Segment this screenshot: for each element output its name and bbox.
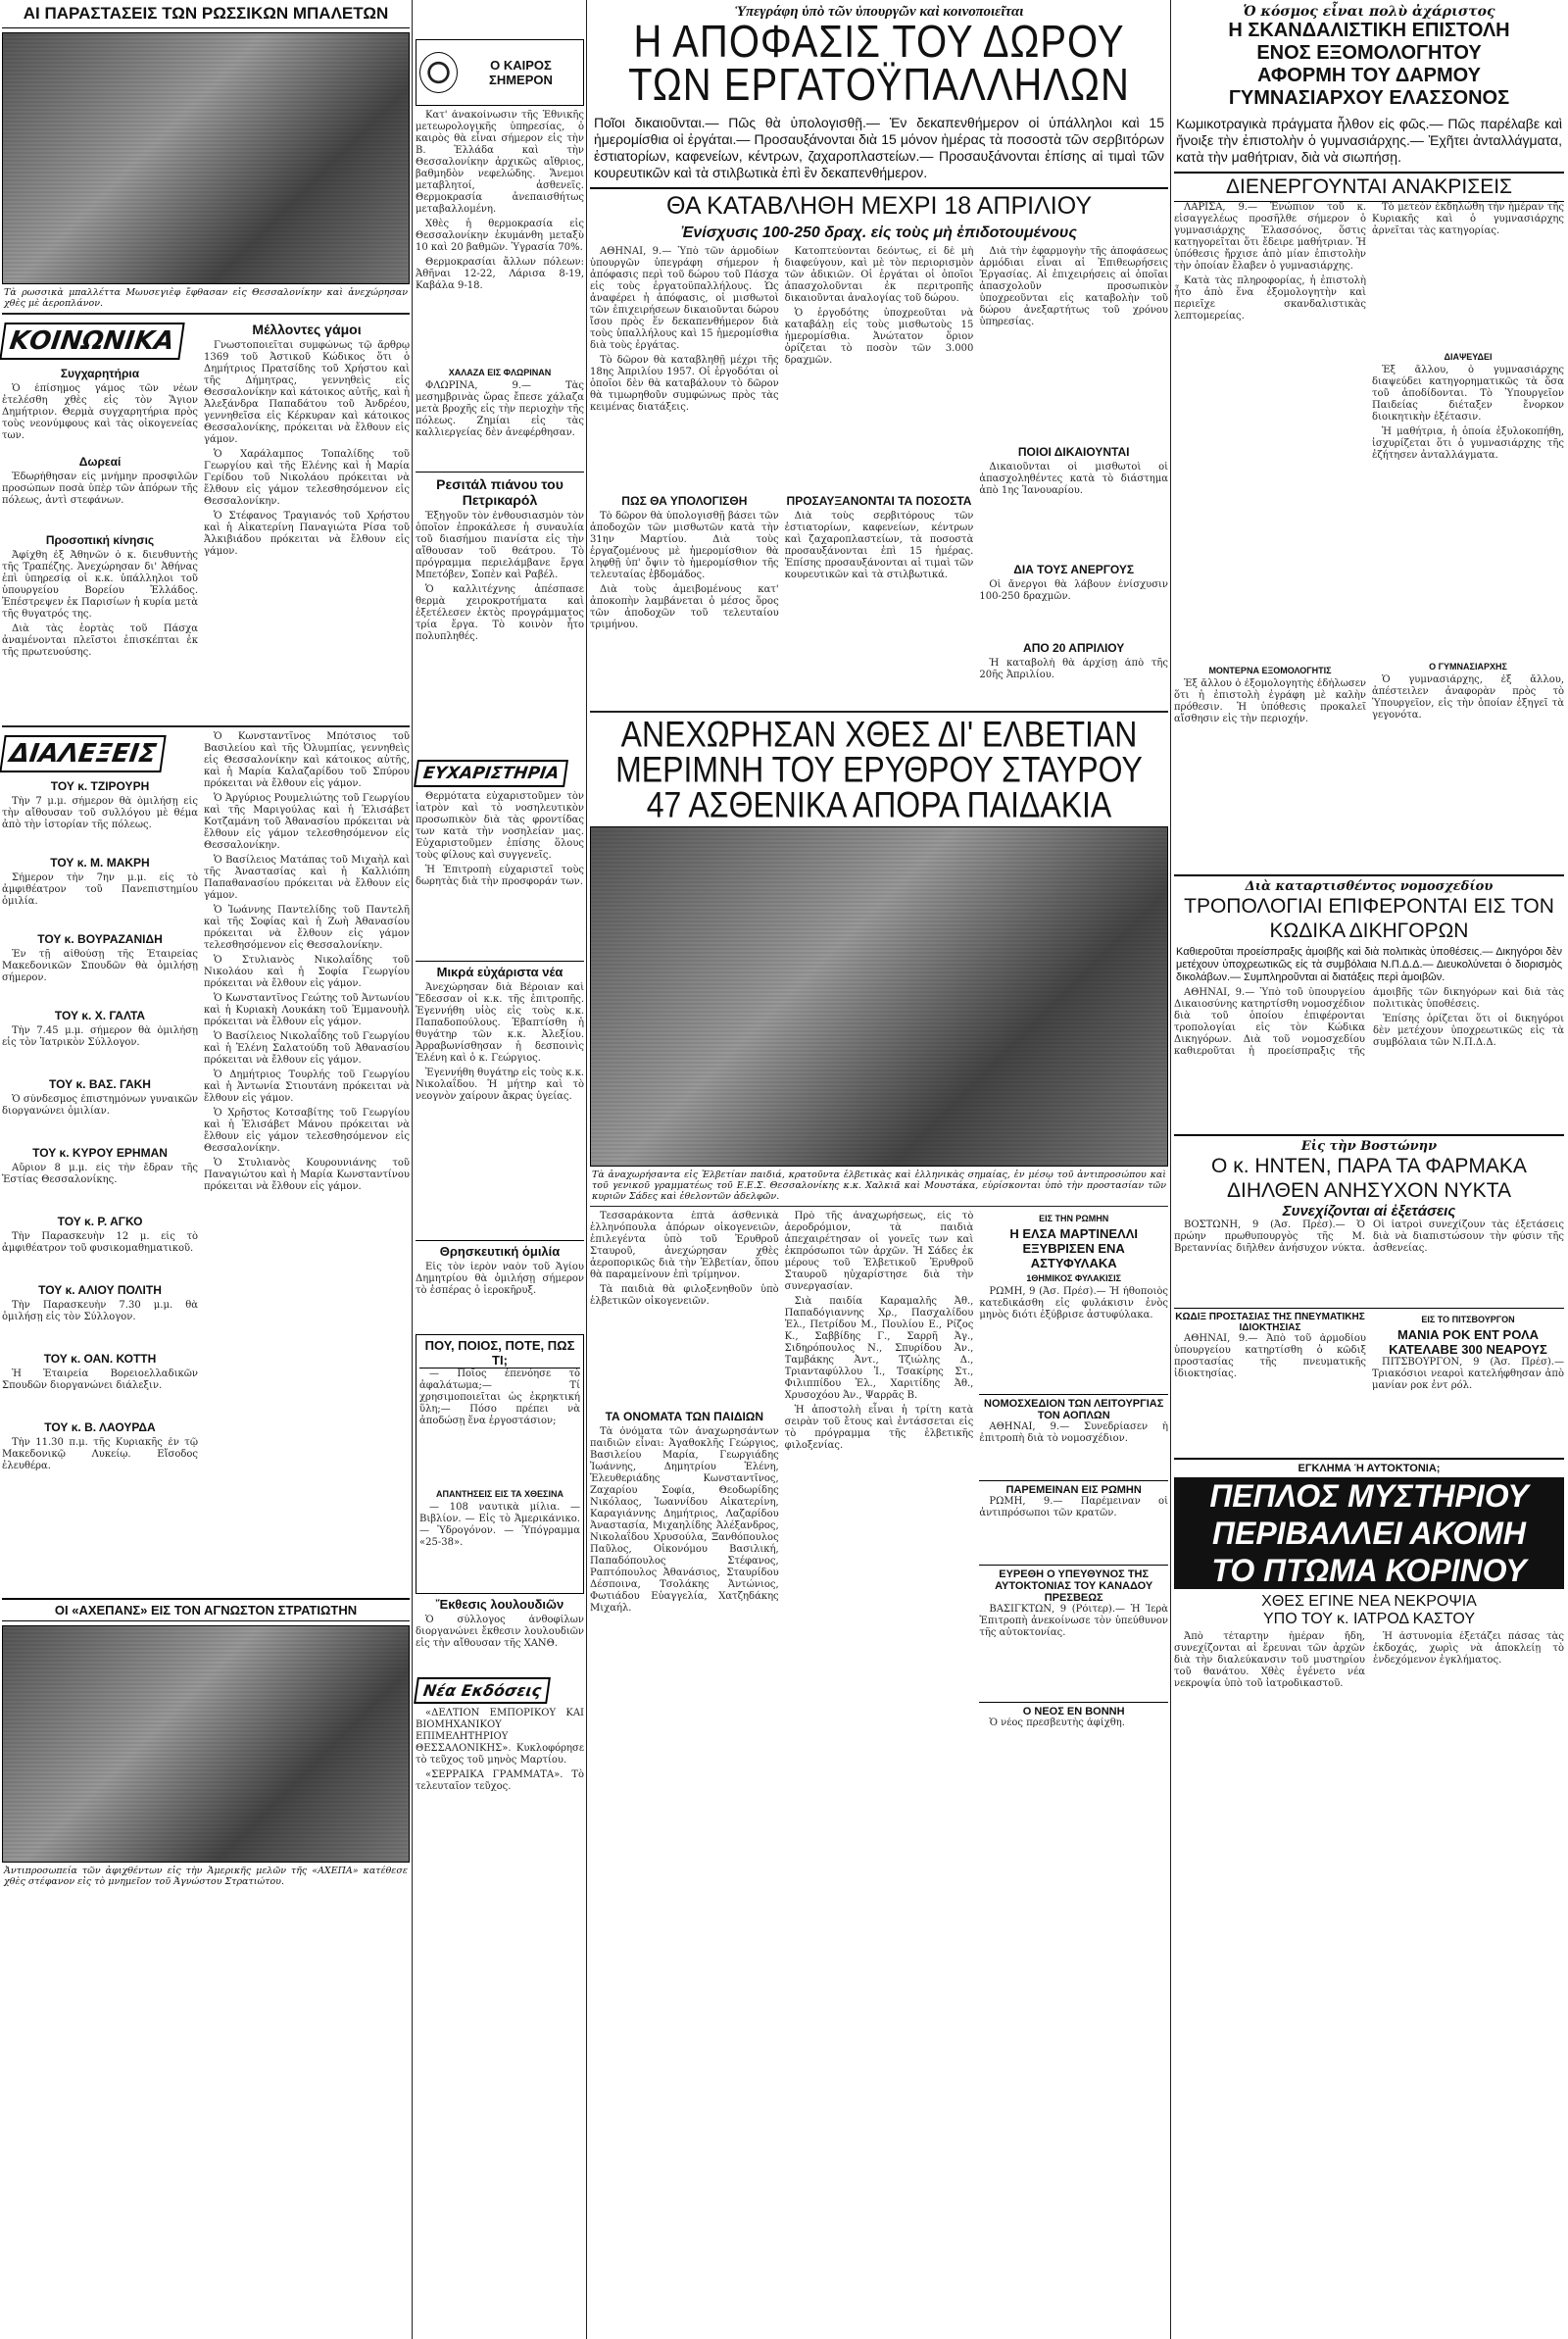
- ballet-photo: [2, 32, 410, 284]
- ballet-title: ΑΙ ΠΑΡΑΣΤΑΣΕΙΣ ΤΩΝ ΡΩΣΣΙΚΩΝ ΜΠΑΛΕΤΩΝ: [2, 0, 410, 28]
- body-text: Τὴν 11.30 π.μ. τῆς Κυριακῆς ἐν τῷ Μακεδονικῷ Λυκείῳ. Εἴσοδος ἐλευθέρα.: [2, 1437, 198, 1471]
- right-head-3: ΑΦΟΡΜΗ ΤΟΥ ΔΑΡΜΟΥ: [1256, 65, 1482, 86]
- right-column: [1174, 0, 1564, 2339]
- column-rule: [586, 0, 587, 2339]
- sub-item-denies: ΔΙΑΨΕΥΔΕΙ: [1444, 352, 1493, 362]
- body-text: Τὸ δῶρον θὰ ὑπολογισθῇ βάσει τῶν ἀποδοχῶν τῶν μισθωτῶν κατὰ τὴν 31ην Μαρτίου. Διὰ τοὺς ἐργαζομένους μὲ ἡμερομίσθιον θὰ ληφθῇ ὑπ' ὄψιν τὸ ἡμερομίσθιον τῆς τελευταίας ἑβδομάδος. Διὰ τοὺς ἀμειβομένους κατ' ἀποκοπὴν λαμβάνεται ὁ μέσος ὅρος τῶν ἀποδοχῶν τοῦ τελευταίου τριμήνου.: [590, 511, 779, 630]
- bar-head: ΤΡΟΠΟΛΟΓΙΑΙ ΕΠΙΦΕΡΟΝΤΑΙ ΕΙΣ ΤΟΝ ΚΩΔΙΚΑ ΔΙΚΗΓΟΡΩΝ: [1184, 895, 1554, 942]
- body-text: Ὁ γυμνασιάρχης, ἐξ ἄλλου, ἀπέστειλεν ἀναφορὰν πρὸς τὸ Ὑπουργεῖον, εἰς τὴν ὁποίαν ἐξηγεῖ τὰ γεγονότα.: [1372, 674, 1564, 721]
- center-column: [590, 0, 1168, 2339]
- body-text: ΒΑΣΙΓΚΤΩΝ, 9 (Ρόιτερ).— Ἡ Ἱερὰ Ἐπιτροπὴ ἀνεκοίνωσε τὸν ὑπεύθυνον τῆς αὐτοκτονίας.: [979, 1604, 1169, 1638]
- right-head-1: Η ΣΚΑΝΔΑΛΙΣΤΙΚΗ ΕΠΙΣΤΟΛΗ: [1228, 20, 1510, 41]
- divider: [2, 725, 410, 727]
- lecture-6: ΤΟΥ κ. ΚΥΡΟΥ ΕΡΗΜΑΝ: [32, 1146, 168, 1160]
- lecture-3: ΤΟΥ κ. ΒΟΥΡΑΖΑΝΙΔΗ: [37, 932, 163, 946]
- exhibit-head: Ἔκθεσις λουλουδιῶν: [435, 1597, 564, 1612]
- ballet-caption: Τὰ ρωσσικὰ μπαλλέττα Μωυσεγιὲφ ἔφθασαν εἰς Θεσσαλονίκην καὶ ἀνεχώρησαν χθὲς μὲ ἀεροπλάνον.: [4, 287, 408, 309]
- lectures-head: ΔΙΑΛΕΞΕΙΣ: [0, 735, 167, 772]
- main-lede: Ποῖοι δικαιοῦνται.— Πῶς θὰ ὑπολογισθῇ.— Ἐν δεκαπενθήμερον οἱ ὑπάλληλοι καὶ 15 ἡμερομίσθια οἱ ἐργάται.— Προσαυξάνονται διὰ 15 μόνον ἡμέρας τὰ ποσοστὰ τῶν σερβιτόρων ἑστιατορίων, καφενείων, κέντρων, ζαχαροπλαστείων.— Προσαυξάνονται ἐπίσης αἱ τιμαὶ τῶν κουρευτικῶν καὶ τὰ στιλβωτικὰ ἐπὶ ἓν δεκαπενθήμερον.: [594, 115, 1164, 180]
- body-text: Τεσσαράκοντα ἑπτὰ ἀσθενικὰ ἑλληνόπουλα ἀπόρων οἰκογενειῶν, ἐπιλεγέντα ὑπὸ τοῦ Ἐρυθροῦ Σταυροῦ, ἀνεχώρησαν χθὲς ἀεροπορικῶς διὰ τὴν Ἑλβετίαν, ὅπου θὰ παραμείνουν ἐπὶ τρίμηνον. Τὰ παιδιὰ θὰ φιλοξενηθοῦν ὑπὸ ἑλβετικῶν οἰκογενειῶν.: [590, 1211, 779, 1307]
- swiss-head-1: ΑΝΕΧΩΡΗΣΑΝ ΧΘΕΣ ΔΙ' ΕΛΒΕΤΙΑΝ: [620, 714, 1138, 755]
- left-column: [2, 0, 410, 2339]
- body-text: Γνωστοποιεῖται συμφώνως τῷ ἄρθρῳ 1369 τοῦ Ἀστικοῦ Κώδικος ὅτι ὁ Δημήτριος Πρατσίδης τοῦ Χρήστου καὶ τῆς Δήμητρας, γεννηθεὶς εἰς Θεσσαλονίκην καὶ κάτοικος αὐτῆς, καὶ ἡ Ἀλεξάνδρα Παπαδάτου τοῦ Ἀνδρέου, γεννηθεῖσα εἰς Κέρκυραν καὶ κάτοικος Θεσσαλονίκης, πρόκειται νὰ ἔλθουν εἰς γάμον. Ὁ Χαράλαμπος Τοπαλίδης τοῦ Γεωργίου καὶ τῆς Ελένης καὶ ἡ Μαρία Γερίδου τοῦ Νικολάου πρόκειται νὰ ἔλθουν εἰς γάμον τελεσθησόμενον εἰς Θεσσαλονίκην. Ὁ Στέφανος Τραγιανός τοῦ Χρήστου καὶ ἡ Αἰκατερίνη Παναγιώτα Ρίσα τοῦ Ἀλκιβιάδου πρόκειται νὰ ἔλθουν εἰς γάμον.: [204, 340, 410, 557]
- body-text: Ἐδωρήθησαν εἰς μνήμην προσφιλῶν προσώπων ποσὰ ὑπὲρ τῶν ἀπόρων τῆς πόλεως, ἀντὶ στεφάνων.: [2, 472, 198, 506]
- pitts-kicker: ΕΙΣ ΤΟ ΠΙΤΣΒΟΥΡΓΟΝ: [1421, 1315, 1515, 1324]
- ip-head: ΚΩΔΙΞ ΠΡΟΣΤΑΣΙΑΣ ΤΗΣ ΠΝΕΥΜΑΤΙΚΗΣ ΙΔΙΟΚΤΗΣΙΑΣ: [1175, 1312, 1365, 1333]
- body-text: Αὔριον 8 μ.μ. εἰς τὴν ἔδραν τῆς Ἑστίας Θεσσαλονίκης.: [2, 1163, 198, 1185]
- body-text: Ἀπὸ τέταρτην ἡμέραν ἤδη, συνεχίζονται αἱ ἔρευναι τῶν ἀρχῶν διὰ τὴν διαλεύκανσιν τοῦ μυστηρίου τοῦ θανάτου. Χθὲς ἐγένετο νέα νεκροψία ὑπὸ τοῦ ἰατροδικαστοῦ. Ἡ ἀστυνομία ἐξετάζει πάσας τὰς ἐκδοχάς, χωρὶς νὰ ἀποκλείῃ τὸ ἐνδεχόμενον ἐγκλήματος.: [1174, 1631, 1564, 1689]
- body-text: Σήμερον τὴν 7ην μ.μ. εἰς τὸ ἀμφιθέατρον τοῦ Πανεπιστημίου ὁμιλία.: [2, 872, 198, 907]
- soldier-caption: Ἀντιπροσωπεία τῶν ἀφιχθέντων εἰς τὴν Ἀμερικῆς μελῶν τῆς «ΑΧΕΠΑ» κατέθεσε χθὲς στέφανον εἰς τὸ μνημεῖον τοῦ Ἀγνώστου Στρατιώτου.: [4, 1866, 408, 1887]
- body-text: ΑΘΗΝΑΙ, 9.— Συνεδρίασεν ἡ ἐπιτροπὴ διὰ τὸ νομοσχέδιον.: [979, 1421, 1169, 1444]
- body-text: Τὴν 7 μ.μ. σήμερον θὰ ὁμιλήσῃ εἰς τὴν αἴθουσαν τοῦ συλλόγου μὲ θέμα ἀπὸ τὴν ἱστορίαν τῆς πόλεως.: [2, 796, 198, 830]
- lecture-5: ΤΟΥ κ. ΒΑΣ. ΓΑΚΗ: [49, 1077, 151, 1091]
- bar-lede: Καθιεροῦται προείσπραξις ἀμοιβῆς καὶ διὰ πολιτικὰς ὑποθέσεις.— Δικηγόροι δὲν μετέχουν ὑποχρεωτικῶς εἰς τὰ συμβόλαια Ν.Π.Δ.Δ.— Διευκολύνεται ὁ διορισμὸς δικολάβων.— Συμπληροῦνται αἱ διατάξεις περὶ ἀμοιβῶν.: [1176, 946, 1562, 983]
- body-text: Ὁ Κωνσταντῖνος Μπότσιος τοῦ Βασιλείου καὶ τῆς Ὀλυμπίας, γεννηθεὶς εἰς Θεσσαλονίκην καὶ κάτοικος αὐτῆς, καὶ ἡ Μαρία Καλαζαρίδου τοῦ Σπύρου πρόκειται νὰ ἔλθουν εἰς γάμον. Ὁ Ἀργύριος Ρουμελιώτης τοῦ Γεωργίου καὶ τῆς Μαριγούλας καὶ ἡ Ἐλισάβετ Κοτζαμάνη τοῦ Ἀθανασίου πρόκειται νὰ ἔλθουν εἰς γάμον τελεσθησόμενον εἰς Θεσσαλονίκην. Ὁ Βασίλειος Ματάπας τοῦ Μιχαὴλ καὶ τῆς Ἀναστασίας καὶ ἡ Καλλιόπη Παπαθανασίου πρόκειται νὰ ἔλθουν εἰς γάμον. Ὁ Ἰωάννης Παντελίδης τοῦ Παντελῆ καὶ τῆς Σοφίας καὶ ἡ Ζωὴ Ἀθανασίου πρόκειται νὰ ἔλθουν εἰς γάμον τελεσθησόμενον εἰς Θεσσαλονίκην. Ὁ Στυλιανὸς Νικολαΐδης τοῦ Νικολάου καὶ ἡ Σοφία Γεωργίου πρόκειται νὰ ἔλθουν εἰς γάμον. Ὁ Κωνσταντῖνος Γεώτης τοῦ Ἀντωνίου καὶ ἡ Κυριακὴ Λουκάκη τοῦ Ἐμμανουὴλ πρόκειται νὰ ἔλθουν εἰς γάμον. Ὁ Βασίλειος Νικολαΐδης τοῦ Γεωργίου καὶ ἡ Ἑλένη Σαλατούδη τοῦ Ἀθανασίου πρόκειται νὰ ἔλθουν εἰς γάμον. Ὁ Δημήτριος Τουρλής τοῦ Γεωργίου καὶ ἡ Ἀντωνία Στιουτάνη πρόκειται νὰ ἔλθουν εἰς γάμον. Ὁ Χρῆστος Κοτσαβίτης τοῦ Γεωργίου καὶ ἡ Ἐλισάβετ Μάνου πρόκειται νὰ ἔλθουν εἰς γάμον τελεσθησόμενον εἰς Θεσσαλονίκην. Ὁ Στυλιανὸς Κουρουνιάνης τοῦ Παναγιώτου καὶ ἡ Μαρία Κωνσταντίνου πρόκειται νὰ ἔλθουν εἰς γάμον.: [204, 731, 410, 1192]
- boston-head: Ο κ. ΗΝΤΕΝ, ΠΑΡΑ ΤΑ ΦΑΡΜΑΚΑ ΔΙΗΛΘΕΝ ΑΝΗΣΥΧΟΝ ΝΥΚΤΑ: [1211, 1155, 1527, 1202]
- pitts-head: ΜΑΝΙΑ ΡΟΚ ΕΝΤ ΡΟΛΑ ΚΑΤΕΛΑΒΕ 300 ΝΕΑΡΟΥΣ: [1389, 1327, 1547, 1357]
- bar-kicker: Διὰ καταρτισθέντος νομοσχεδίου: [1174, 874, 1564, 894]
- names-head: ΤΑ ΟΝΟΜΑΤΑ ΤΩΝ ΠΑΙΔΙΩΝ: [605, 1410, 764, 1423]
- body-text: Τὰ ὀνόματα τῶν ἀναχωρησάντων παιδιῶν εἶναι: Ἀγαθοκλῆς Γεώργιος, Βασιλείου Μαρία, Γεωργιάδης Ἰωάννης, Δημητρίου Ἑλένη, Ἐλευθεριάδης Κωνσταντῖνος, Ζαχαρίου Σοφία, Θεοδωρίδης Νικόλαος, Ἰωαννίδου Αἰκατερίνη, Καραγιάννης Δημήτριος, Λαζαρίδου Ἀναστασία, Μιχαηλίδης Ἀλέξανδρος, Νικολαΐδου Χρυσούλα, Ξανθόπουλος Παῦλος, Οἰκονόμου Βασιλική, Παπαδόπουλος Στέφανος, Ραπτόπουλος Ἀθανάσιος, Σταυρίδου Δέσποινα, Τσολάκης Ἀντώνιος, Φωτιάδου Εὐαγγελία, Χατζηδάκης Μιχαήλ.: [590, 1426, 779, 1614]
- thanks-head: ΕΥΧΑΡΙΣΤΗΡΙΑ: [414, 760, 568, 787]
- sub-item-modern: ΜΟΝΤΕΡΝΑ ΕΞΟΜΟΛΟΓΗΤΙΣ: [1208, 666, 1332, 675]
- body-text: Ἡ Ἑταιρεία Βορειοελλαδικῶν Σπουδῶν διοργανώνει διάλεξιν.: [2, 1369, 198, 1391]
- swiss-caption: Τὰ ἀναχωρήσαντα εἰς Ἑλβετίαν παιδιά, κρατοῦντα ἑλβετικὰς καὶ ἑλληνικὰς σημαίας, ἐν μέσῳ τοῦ ἀντιπροσώπου καὶ τοῦ γενικοῦ γραμματέως τοῦ Ε.Ε.Σ. Θεσσαλονίκης κ.κ. Χαλκιᾶ καὶ Μουστάκα, εὑρίσκονται ὑπὸ τὴν προστασίαν τῶν κυριῶν Σάδες καὶ ἐθελοντῶν ἀδελφῶν.: [592, 1170, 1166, 1202]
- lecture-7: ΤΟΥ κ. Ρ. ΑΓΚΟ: [57, 1215, 143, 1228]
- lecture-9: ΤΟΥ κ. ΟΑΝ. ΚΟΤΤΗ: [43, 1352, 157, 1366]
- right-lede: Κωμικοτραγικὰ πράγματα ἦλθον εἰς φῶς.— Πῶς παρέλαβε καὶ ἤνοιξε τὴν ἐπιστολὴν ὁ γυμνασιάρχης.— Ἐχῆτει ἀνταλλάγματα, κατὰ τὴν μαθήτριαν, διὰ νὰ σιωπήσῃ.: [1176, 116, 1562, 165]
- body-text: ΡΩΜΗ, 9.— Παρέμειναν οἱ ἀντιπρόσωποι τῶν κρατῶν.: [979, 1496, 1169, 1518]
- boston-sub: Συνεχίζονται αἱ ἐξετάσεις: [1282, 1203, 1456, 1219]
- right-kicker: Ὁ κόσμος εἶναι πολὺ ἀχάριστος: [1243, 4, 1495, 20]
- lecture-1: ΤΟΥ κ. ΤΖΙΡΟΥΡΗ: [50, 779, 150, 793]
- body-text: Ἐν τῇ αἰθούσῃ τῆς Ἑταιρείας Μακεδονικῶν Σπουδῶν θὰ ὁμιλήσῃ σήμερον.: [2, 949, 198, 983]
- hail-head: ΧΑΛΑΖΑ ΕΙΣ ΦΛΩΡΙΝΑΝ: [448, 368, 552, 377]
- bill-head: ΝΟΜΟΣΧΕΔΙΟΝ ΤΩΝ ΛΕΙΤΟΥΡΓΙΑΣ ΤΟΝ ΑΟΠΛΩΝ: [979, 1394, 1168, 1421]
- body-text: «ΔΕΛΤΙΟΝ ΕΜΠΟΡΙΚΟΥ ΚΑΙ ΒΙΟΜΗΧΑΝΙΚΟΥ ΕΠΙΜΕΛΗΤΗΡΙΟΥ ΘΕΣΣΑΛΟΝΙΚΗΣ». Κυκλοφόρησε τὸ τεῦχος τοῦ μηνὸς Μαρτίου. «ΣΕΡΡΑΙΚΑ ΓΡΑΜΜΑΤΑ». Τὸ τελευταῖον τεῦχος.: [416, 1708, 584, 1792]
- sermon-head: Θρησκευτική ὁμιλία: [416, 1240, 584, 1259]
- body-text: Ὁ σύνδεσμος ἐπιστημόνων γυναικῶν διοργανώνει ὁμιλίαν.: [2, 1094, 198, 1117]
- lecture-8: ΤΟΥ κ. ΑΛΙΟΥ ΠΟΛΙΤΗ: [38, 1283, 162, 1297]
- body-text: Ὁ νέος πρεσβευτὴς ἀφίχθη.: [989, 1717, 1125, 1728]
- swiss-children-photo: [590, 826, 1168, 1167]
- rome1-sub: 1ΘΗΜΙΚΟΣ ΦΥΛΑΚΙΣΙΣ: [1026, 1273, 1121, 1283]
- deadline-head: ΘΑ ΚΑΤΑΒΛΗΘΗ ΜΕΧΡΙ 18 ΑΠΡΙΛΙΟΥ: [590, 187, 1168, 221]
- sub-item-principal: Ο ΓΥΜΝΑΣΙΑΡΧΗΣ: [1429, 662, 1507, 672]
- body-text: Τὸ μετεὸν ἐκδηλώθη τὴν ἡμέραν τῆς Κυριακῆς καὶ ὁ γυμνασιάρχης ἀρνεῖται τὰς κατηγορίας.: [1372, 202, 1564, 236]
- body-text: Δικαιοῦνται οἱ μισθωτοὶ οἱ ἀπασχοληθέντες κατὰ τὸ διάστημα ἀπὸ 1ης Ἰανουαρίου.: [979, 462, 1169, 496]
- body-text: Διὰ τοὺς σερβιτόρους τῶν ἑστιατορίων, καφενείων, κέντρων καὶ ζαχαροπλαστείων, τὰ ποσοστὰ προσαυξάνονται ἐπὶ 15 ἡμέρας. Ἐπίσης προσαυξάνονται αἱ τιμαὶ τῶν κουρευτικῶν καὶ τὰ στιλβωτικά.: [784, 511, 974, 580]
- crime-sub-1: ΧΘΕΣ ΕΓΙΝΕ ΝΕΑ ΝΕΚΡΟΨΙΑ: [1261, 1593, 1477, 1610]
- subhead-rates: ΠΡΟΣΑΥΞΑΝΟΝΤΑΙ ΤΑ ΠΟΣΟΣΤΑ: [786, 494, 972, 508]
- lecture-2: ΤΟΥ κ. Μ. ΜΑΚΡΗ: [50, 856, 150, 870]
- body-text: — Ποῖος ἐπενόησε τὸ ἀφαλάτωμα;— Τί χρησιμοποιεῖται ὡς ἐκρηκτική ὕλη;— Πόσο πρέπει νὰ ἀποδώσῃ ἕνα ἐργοστάσιον;: [419, 1369, 580, 1426]
- divider: [590, 1206, 1168, 1207]
- center-kicker: Ὑπεγράφη ὑπὸ τῶν ὑπουργῶν καὶ κοινοποιεῖται: [734, 4, 1024, 20]
- middle-column: [416, 0, 584, 2339]
- crime-sub-2: ΥΠΟ ΤΟΥ κ. ΙΑΤΡΟΔ ΚΑΣΤΟΥ: [1262, 1611, 1475, 1627]
- body-text: Τὴν 7.45 μ.μ. σήμερον θὰ ὁμιλήσῃ εἰς τὸν Ἰατρικὸν Σύλλογον.: [2, 1025, 198, 1048]
- body-text: Ἐξ ἄλλου ὁ ἐξομολογητὴς ἐδήλωσεν ὅτι ἡ ἐπιστολὴ ἐγράφη μὲ καλὴν πρόθεσιν. Ἡ ὑπόθεσις προκαλεῖ αἴσθησιν εἰς τὴν περιοχήν.: [1174, 678, 1366, 724]
- crime-head-1: ΠΕΠΛΟΣ ΜΥΣΤΗΡΙΟΥ: [1174, 1477, 1564, 1515]
- recital-head: Ρεσιτάλ πιάνου του Πετρικαρόλ: [416, 472, 584, 508]
- right-head-2: ΕΝΟΣ ΕΞΟΜΟΛΟΓΗΤΟΥ: [1256, 42, 1482, 64]
- swiss-head-3: 47 ΑΣΘΕΝΙΚΑ ΑΠΟΡΑ ΠΑΙΔΑΚΙΑ: [646, 784, 1112, 825]
- body-text: ΠΙΤΣΒΟΥΡΓΟΝ, 9 (Ἀσ. Πρέσ).— Τριακόσιοι νεαροὶ κατελήφθησαν ἀπὸ μανίαν ροκ ἐντ ρόλ.: [1372, 1357, 1564, 1391]
- body-text: Ἀφίχθη ἐξ Ἀθηνῶν ὁ κ. διευθυντὴς τῆς Τραπέζης. Ἀνεχώρησαν δι' Ἀθήνας ἐπὶ ὑπηρεσίᾳ οἱ κ.κ. ὑπάλληλοι τοῦ ὑπουργείου Βορείου Ἑλλάδος. Ἐπέστρεψεν ἐκ Παρισίων ἡ κυρία μετὰ τῆς θυγατρός της. Διὰ τὰς ἑορτὰς τοῦ Πάσχα ἀναμένονται πλεῖστοι ἐπισκέπται ἐκ τῆς πρωτευούσης.: [2, 550, 198, 658]
- body-text: Διὰ τὴν ἐφαρμογὴν τῆς ἀποφάσεως ἁρμόδιαι εἶναι αἱ Ἐπιθεωρήσεις Ἐργασίας. Αἱ ἐπιχειρήσεις αἱ ὁποῖαι ἀπασχολοῦν προσωπικὸν ὑποχρεοῦνται εἰς καταβολὴν τοῦ δώρου ἀνεξαρτήτως τοῦ χρόνου ὑπηρεσίας.: [979, 246, 1169, 327]
- body-text: Οἱ ἄνεργοι θὰ λάβουν ἐνίσχυσιν 100-250 δραχμῶν.: [979, 579, 1169, 602]
- subhead-calc: ΠΩΣ ΘΑ ΥΠΟΛΟΓΙΣΘΗ: [621, 494, 748, 508]
- crime-kicker: ΕΓΚΛΗΜΑ Ή ΑΥΤΟΚΤΟΝΙΑ;: [1174, 1458, 1564, 1474]
- body-text: ΒΟΣΤΩΝΗ, 9 (Ἀσ. Πρέσ).— Ὁ πρώην πρωθυπουργὸς τῆς Μ. Βρεταννίας διῆλθεν ἀνήσυχον νύκτα. Οἱ ἰατροὶ συνεχίζουν τὰς ἐξετάσεις διὰ νὰ διαπιστώσουν τὴν φύσιν τῆς ἀσθενείας.: [1174, 1219, 1564, 1254]
- who-answers: ΑΠΑΝΤΗΣΕΙΣ ΕΙΣ ΤΑ ΧΘΕΣΙΝΑ: [436, 1489, 564, 1499]
- body-text: — 108 ναυτικὰ μίλια. — Βιβλίον. — Εἰς τὸ Ἀμερικάνικο. — Ὑδρογόνον. — Ὑπόγραμμα «25-38».: [419, 1502, 580, 1548]
- divider: [2, 313, 410, 315]
- rome2-head: ΠΑΡΕΜΕΙΝΑΝ ΕΙΣ ΡΩΜΗΝ: [979, 1480, 1168, 1496]
- weather-head: Ο ΚΑΙΡΟΣ ΣΗΜΕΡΟΝ: [489, 58, 553, 87]
- right-head-4: ΓΥΜΝΑΣΙΑΡΧΟΥ ΕΛΑΣΣΟΝΟΣ: [1228, 87, 1510, 109]
- body-text: Εἰς τὸν ἱερὸν ναὸν τοῦ Ἁγίου Δημητρίου θὰ ὁμιλήσῃ σήμερον τὸ ἑσπέρας ὁ ἱεροκῆρυξ.: [416, 1262, 584, 1296]
- body-text: Τὴν Παρασκευὴν 7.30 μ.μ. θὰ ὁμιλήσῃ εἰς τὸν Σύλλογον.: [2, 1300, 198, 1322]
- weather-box: [416, 39, 584, 106]
- upcoming-head: Μέλλοντες γάμοι: [252, 322, 362, 337]
- divider: [590, 711, 1168, 713]
- inquiry-head: ΔΙΕΝΕΡΓΟΥΝΤΑΙ ΑΝΑΚΡΙΣΕΙΣ: [1174, 172, 1564, 202]
- crime-head-2: ΠΕΡΙΒΑΛΛΕΙ ΑΚΟΜΗ: [1174, 1515, 1564, 1552]
- editions-head: Νέα Εκδόσεις: [414, 1677, 551, 1704]
- body-text: Θερμότατα εὐχαριστοῦμεν τὸν ἰατρὸν καὶ τὸ νοσηλευτικὸν προσωπικὸν διὰ τὰς φροντίδας των κατὰ τὴν νοσηλείαν μας. Εὐχαριστοῦμεν ἐπίσης ὅλους τοὺς φίλους καὶ συγγενεῖς. Ἡ Ἐπιτροπὴ εὐχαριστεῖ τοὺς δωρητὰς διὰ τὴν προσφοράν των.: [416, 791, 584, 887]
- body-text: Πρὸ τῆς ἀναχωρήσεως, εἰς τὸ ἀεροδρόμιον, τὰ παιδιὰ ἀπεχαιρέτησαν οἱ γονεῖς των καὶ ἐκπρόσωποι τῶν ἀρχῶν. Ἡ Σάδες ἐκ μέρους τοῦ Ἑλβετικοῦ Ἐρυθροῦ Σταυροῦ ηὐχαρίστησε διὰ τὴν συνεργασίαν. Σιὰ παιδία Καραμαλῆς Ἀθ., Παπαδόγιαννης Χρ., Πασχαλίδου Ἑλ., Πετρίδου Μ., Πουλίου Ε., Ρίζος Κ., Σαββίδης Γ., Σαρρῆ Ἀγ., Σιδηρόπουλος Ν., Σπυρίδου Ἀν., Ταμβάκης Ἀντ., Τζιώλης Δ., Τριανταφύλλου Ἰ., Τσακίρης Στ., Φιλιππίδου Ἑλ., Χαριτίδης Ἀθ., Χρυσοχόου Ἀν., Ψαρρᾶς Β. Ἡ ἀποστολὴ εἶναι ἡ τρίτη κατὰ σειρὰν τοῦ ἔτους καὶ ἐντάσσεται εἰς τὸ πρόγραμμα τῆς ἑλβετικῆς φιλοξενίας.: [784, 1211, 974, 1451]
- found-head: ΕΥΡΕΘΗ Ο ΥΠΕΥΘΥΝΟΣ ΤΗΣ ΑΥΤΟΚΤΟΝΙΑΣ ΤΟΥ ΚΑΝΑΔΟΥ ΠΡΕΣΒΕΩΣ: [979, 1565, 1168, 1604]
- body-text: Ἐξηγοῦν τὸν ἐνθουσιασμὸν τὸν ὁποῖον ἐπροκάλεσε ἡ συναυλία τοῦ διασήμου πιανίστα εἰς τὴν αἴθουσαν τοῦ θεάτρου. Τὸ πρόγραμμα περιελάμβανε ἔργα Μπετόβεν, Σοπὲν καὶ Ραβέλ. Ὁ καλλιτέχνης ἀπέσπασε θερμὰ χειροκροτήματα καὶ ἐξετέλεσεν ἐκτὸς προγράμματος τρία ἔργα. Τὸ κοινὸν ἦτο πολυπληθές.: [416, 511, 584, 642]
- body-text: ΡΩΜΗ, 9 (Ἀσ. Πρέσ).— Ἡ ἠθοποιὸς κατεδικάσθη εἰς φυλάκισιν ἑνὸς μηνὸς διότι ἐξύβρισε ἀστυφύλακα.: [979, 1286, 1169, 1320]
- body-text: Ἡ καταβολὴ θὰ ἀρχίσῃ ἀπὸ τῆς 20ῆς Ἀπριλίου.: [979, 658, 1169, 680]
- who-box: [416, 1334, 584, 1594]
- body-text: Κατ' ἀνακοίνωσιν τῆς Ἐθνικῆς μετεωρολογικῆς ὑπηρεσίας, ὁ καιρὸς θὰ εἶναι σήμερον εἰς τὴν Β. Ἑλλάδα καὶ τὴν Θεσσαλονίκην ἀρχικῶς αἴθριος, βαθμηδὸν νεφελώδης. Ἄνεμοι μεταβλητοί, ἀσθενεῖς. Θερμοκρασία ἀνεπαισθήτως μεταβαλλομένη. Χθὲς ἡ θερμοκρασία εἰς Θεσσαλονίκην ἐκυμάνθη μεταξὺ 10 καὶ 20 βαθμῶν. Ὑγρασία 70%. Θερμοκρασίαι ἄλλων πόλεων: Ἀθῆναι 12-22, Λάρισα 8-19, Καβάλα 9-18.: [416, 110, 584, 291]
- body-text: ΦΛΩΡΙΝΑ, 9.— Τὰς μεσημβρινὰς ὥρας ἔπεσε χάλαζα μετὰ βροχῆς εἰς τὴν περιοχὴν τῆς πόλεως. Ζημίαι εἰς τὰς καλλιεργείας δὲν ἀνεφέρθησαν.: [416, 380, 584, 438]
- soldier-title: ΟΙ «ΑΧΕΠΑΝΣ» ΕΙΣ ΤΟΝ ΑΓΝΩΣΤΟΝ ΣΤΡΑΤΙΩΤΗΝ: [2, 1598, 410, 1621]
- body-text: Ἀνεχώρησαν διὰ Βέροιαν καὶ Ἔδεσσαν οἱ κ.κ. τῆς ἐπιτροπῆς. Ἐγεννήθη υἱὸς εἰς τοὺς κ.κ. Παπαδοπούλους. Ἐβαπτίσθη ἡ θυγάτηρ τῶν κ.κ. Ἀλεξίου. Ἀρραβωνίσθησαν ἡ δεσποινὶς Ἑλένη καὶ ὁ κ. Γεώργιος. Ἐγεννήθη θυγάτηρ εἰς τοὺς κ.κ. Νικολαΐδου. Ἡ μήτηρ καὶ τὸ νεογνὸν χαίρουν ἄκρας ὑγείας.: [416, 982, 584, 1102]
- soldier-photo: [2, 1625, 410, 1863]
- weather-icon: [419, 52, 458, 93]
- subhead-eligible: ΠΟΙΟΙ ΔΙΚΑΙΟΥΝΤΑΙ: [1017, 445, 1130, 459]
- body-text: ΛΑΡΙΣΑ, 9.— Ἐνώπιον τοῦ κ. εἰσαγγελέως προσῆλθε σήμερον ὁ γυμνασιάρχης Ἐλασσόνος, ὅστις κατηγορεῖται ὅτι ἔδειρε μαθήτριαν. Ἡ ὑπόθεσις ἤρχισε ἀπὸ μίαν ἐπιστολὴν τὴν ὁποίαν ἔλαβεν ὁ γυμνασιάρχης. Κατὰ τὰς πληροφορίας, ἡ ἐπιστολὴ ἦτο ἀπὸ ἕνα ἐξομολογητὴν καὶ περιεῖχε σκανδαλιστικὰς λεπτομερείας.: [1174, 202, 1366, 322]
- body-text: Τὴν Παρασκευὴν 12 μ. εἰς τὸ ἀμφιθέατρον τοῦ φυσικομαθηματικοῦ.: [2, 1231, 198, 1254]
- subsidy-head: Ἐνίσχυσις 100-250 δραχ. εἰς τοὺς μὴ ἐπιδοτουμένους: [681, 224, 1077, 241]
- small-head: Μικρά εὐχάριστα νέα: [416, 961, 584, 979]
- social-item-3: Προσοπική κίνησις: [45, 533, 155, 547]
- body-text: ΑΘΗΝΑΙ, 9.— Ὑπὸ τοῦ ὑπουργείου Δικαιοσύνης κατηρτίσθη νομοσχέδιον διὰ τοῦ ὁποίου ἐπιφέρονται τροπολογίαι εἰς τὸν Κώδικα Δικηγόρων. Διὰ τοῦ νομοσχεδίου καθιεροῦται ἡ προείσπραξις τῆς ἀμοιβῆς τῶν δικηγόρων καὶ διὰ τὰς πολιτικὰς ὑποθέσεις. Ἐπίσης ὁρίζεται ὅτι οἱ δικηγόροι δὲν μετέχουν ὑποχρεωτικῶς εἰς τὰ συμβόλαια τῶν Ν.Π.Δ.Δ.: [1174, 987, 1564, 1057]
- rome1-kicker: ΕΙΣ ΤΗΝ ΡΩΜΗΝ: [1039, 1214, 1109, 1223]
- swiss-head-2: ΜΕΡΙΜΝΗ ΤΟΥ ΕΡΥΘΡΟΥ ΣΤΑΥΡΟΥ: [615, 749, 1143, 790]
- boston-kicker: Εἰς τὴν Βοστώνην: [1174, 1134, 1564, 1154]
- body-text: Ὁ σύλλογος ἀνθοφίλων διοργανώνει ἔκθεσιν λουλουδιῶν εἰς τὴν αἴθουσαν τῆς ΧΑΝΘ.: [416, 1615, 584, 1649]
- bonn-head: Ο ΝΕΟΣ ΕΝ ΒΟΝΝΗ: [979, 1702, 1168, 1717]
- who-head: ΠΟΥ, ΠΟΙΟΣ, ΠΟΤΕ, ΠΩΣ ΤΙ;: [419, 1338, 580, 1369]
- body-text: Κατοπτεύονται δεόντως, εἰ δὲ μὴ διαφεύγουν, καὶ μὲ τὸν περιορισμὸν τῶν ἀδικιῶν. Οἱ ἐργάται οἱ ὁποῖοι ἀπασχολοῦνται ἐκ περιτροπῆς δικαιοῦνται ἀναλογίας τοῦ δώρου. Ὁ ἐργοδότης ὑποχρεοῦται νὰ καταβάλῃ εἰς τοὺς μισθωτοὺς 15 ἡμερομίσθια. Ἀνώτατον ὅριον ὁρίζεται τὸ ποσὸν τῶν 3.000 δραχμῶν.: [784, 246, 974, 366]
- main-headline-2: ΤΩΝ ΕΡΓΑΤΟΫΠΑΛΛΗΛΩΝ: [628, 60, 1130, 111]
- rome1-head: Η ΕΛΣΑ ΜΑΡΤΙΝΕΛΛΙ ΕΞΥΒΡΙΣΕΝ ΕΝΑ ΑΣΤΥΦΥΛΑΚΑ: [1009, 1226, 1138, 1270]
- lecture-10: ΤΟΥ κ. Β. ΛΑΟΥΡΔΑ: [44, 1420, 156, 1434]
- body-text: Ἐξ ἄλλου, ὁ γυμνασιάρχης διαψεύδει κατηγορηματικῶς τὰ ὅσα τοῦ ἀποδίδονται. Τὸ Ὑπουργεῖον Παιδείας διέταξεν ἔνορκον διοικητικὴν ἐξέτασιν. Ἡ μαθήτρια, ἡ ὁποία ἐξυλοκοπήθη, ἰσχυρίζεται ὅτι ὁ γυμνασιάρχης τῆς ἐζήτησεν ἀνταλλάγματα.: [1372, 365, 1564, 461]
- main-headline-1: Η ΑΠΟΦΑΣΙΣ ΤΟΥ ΔΩΡΟΥ: [633, 17, 1125, 68]
- subhead-april: ΑΠΟ 20 ΑΠΡΙΛΙΟΥ: [1023, 641, 1125, 655]
- social-head: ΚΟΙΝΩΝΙΚΑ: [0, 323, 184, 360]
- body-text: Ὁ ἐπίσημος γάμος τῶν νέων ἐτελέσθη χθὲς εἰς τὸν Ἅγιον Δημήτριον. Θερμὰ συγχαρητήρια πρὸς τοὺς νεονύμφους καὶ τὰς οἰκογενείας των.: [2, 383, 198, 441]
- column-rule: [1170, 0, 1171, 2339]
- social-item-2: Δωρεαί: [78, 455, 122, 469]
- column-rule: [412, 0, 413, 2339]
- subhead-unemployed: ΔΙΑ ΤΟΥΣ ΑΝΕΡΓΟΥΣ: [1013, 563, 1135, 576]
- body-text: ΑΘΗΝΑΙ, 9.— Ἀπὸ τοῦ ἁρμοδίου ὑπουργείου κατηρτίσθη ὁ κῶδιξ προστασίας τῆς πνευματικῆς ἰδιοκτησίας.: [1174, 1333, 1366, 1379]
- body-text: ΑΘΗΝΑΙ, 9.— Ὑπὸ τῶν ἁρμοδίων ὑπουργῶν ὑπεγράφη σήμερον ἡ ἀπόφασις περὶ τοῦ δώρου τοῦ Πάσχα εἰς τοὺς ἐργατοϋπαλλήλους. Ὡς ἀναφέρει ἡ ἀπόφασις, οἱ μισθωτοὶ τῶν ἐπιχειρήσεων δικαιοῦνται δώρου ἴσου πρὸς ἕν δεκαπενθήμερον διὰ τοὺς ὑπαλλήλους καὶ 15 ἡμερομίσθια διὰ τοὺς ἐργάτας. Τὸ δῶρον θὰ καταβληθῇ μέχρι τῆς 18ης Ἀπριλίου 1957. Οἱ ἐργοδόται οἱ ὁποῖοι δὲν θὰ καταβάλουν τὸ δῶρον θὰ τιμωρηθοῦν συμφώνως πρὸς τὰς κειμένας διατάξεις.: [590, 246, 779, 413]
- lecture-4: ΤΟΥ κ. Χ. ΓΑΛΤΑ: [54, 1009, 146, 1022]
- crime-head-3: ΤΟ ΠΤΩΜΑ ΚΟΡΙΝΟΥ: [1174, 1552, 1564, 1589]
- social-item-1: Συγχαρητήρια: [60, 367, 140, 380]
